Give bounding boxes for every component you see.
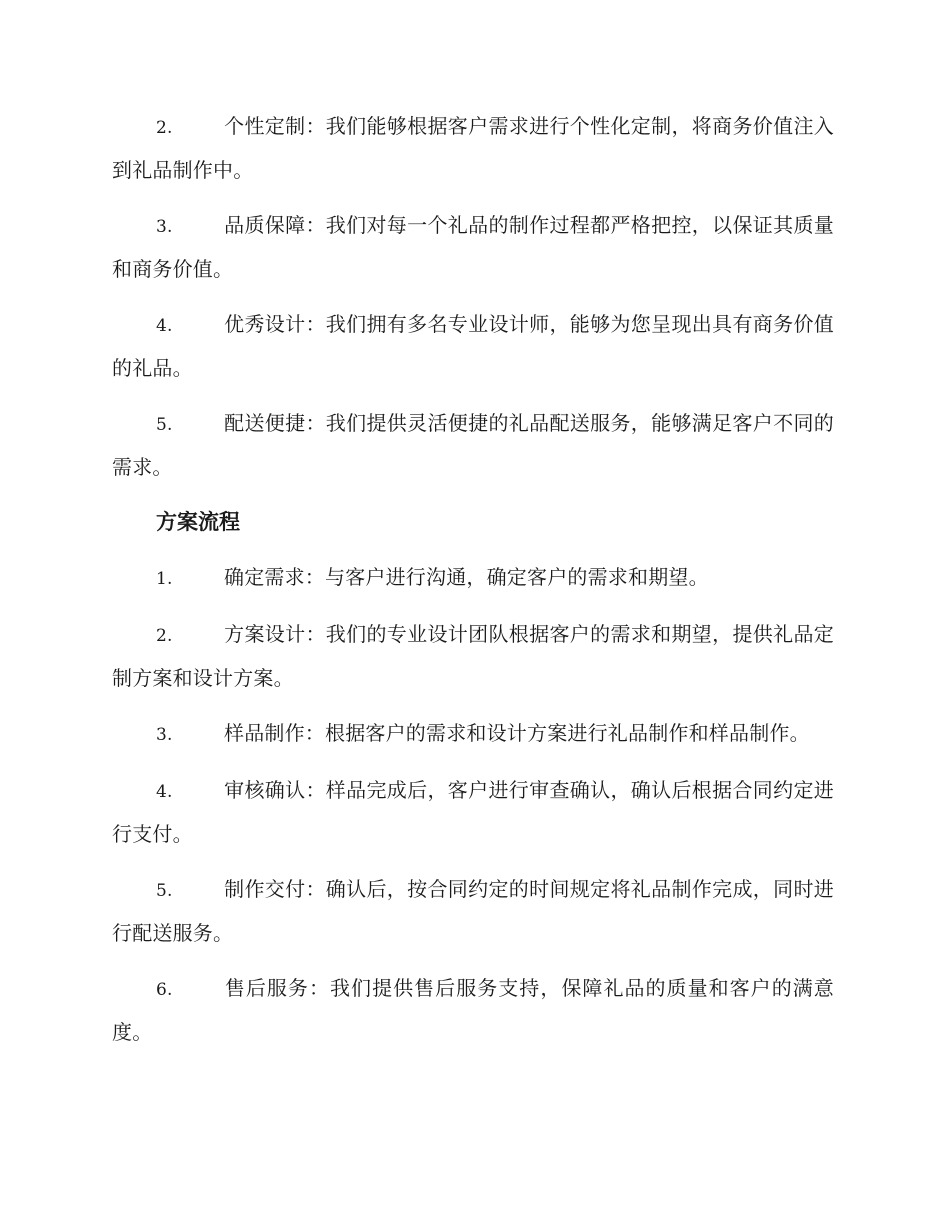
- list-number: 4.: [156, 316, 173, 336]
- list-text: 制作交付：确认后，按合同约定的时间规定将礼品制作完成，同时进行配送服务。: [112, 877, 834, 945]
- list-text: 确定需求：与客户进行沟通，确定客户的需求和期望。: [224, 565, 709, 589]
- list-item: [112, 967, 834, 1053]
- list-number: 4.: [156, 782, 173, 802]
- list-number: 2.: [156, 118, 173, 138]
- list-number: 3.: [156, 725, 173, 745]
- list-item: [112, 303, 834, 389]
- list-text: 配送便捷：我们提供灵活便捷的礼品配送服务，能够满足客户不同的需求。: [112, 411, 834, 479]
- list-number: 6.: [156, 980, 173, 1000]
- list-item: [112, 556, 834, 600]
- list-item: [112, 769, 834, 855]
- list-number: 3.: [156, 217, 173, 237]
- list-number: 5.: [156, 881, 173, 901]
- list-text: 品质保障：我们对每一个礼品的制作过程都严格把控，以保证其质量和商务价值。: [112, 213, 834, 281]
- section-heading: 方案流程: [156, 509, 240, 534]
- list-item: [112, 712, 834, 756]
- list-text: 优秀设计：我们拥有多名专业设计师，能够为您呈现出具有商务价值的礼品。: [112, 312, 834, 380]
- list-text: 方案设计：我们的专业设计团队根据客户的需求和期望，提供礼品定制方案和设计方案。: [112, 622, 834, 690]
- list-text: 个性定制：我们能够根据客户需求进行个性化定制，将商务价值注入到礼品制作中。: [112, 114, 834, 182]
- list-number: 5.: [156, 415, 173, 435]
- list-item: [112, 868, 834, 954]
- list-number: 1.: [156, 569, 173, 589]
- list-item: [112, 204, 834, 290]
- document-body: [112, 105, 834, 1066]
- list-item: [112, 105, 834, 191]
- list-text: 售后服务：我们提供售后服务支持，保障礼品的质量和客户的满意度。: [112, 976, 834, 1044]
- list-item: [112, 402, 834, 488]
- list-text: 审核确认：样品完成后，客户进行审查确认，确认后根据合同约定进行支付。: [112, 778, 834, 846]
- list-item: [112, 613, 834, 699]
- list-number: 2.: [156, 626, 173, 646]
- list-text: 样品制作：根据客户的需求和设计方案进行礼品制作和样品制作。: [224, 721, 810, 745]
